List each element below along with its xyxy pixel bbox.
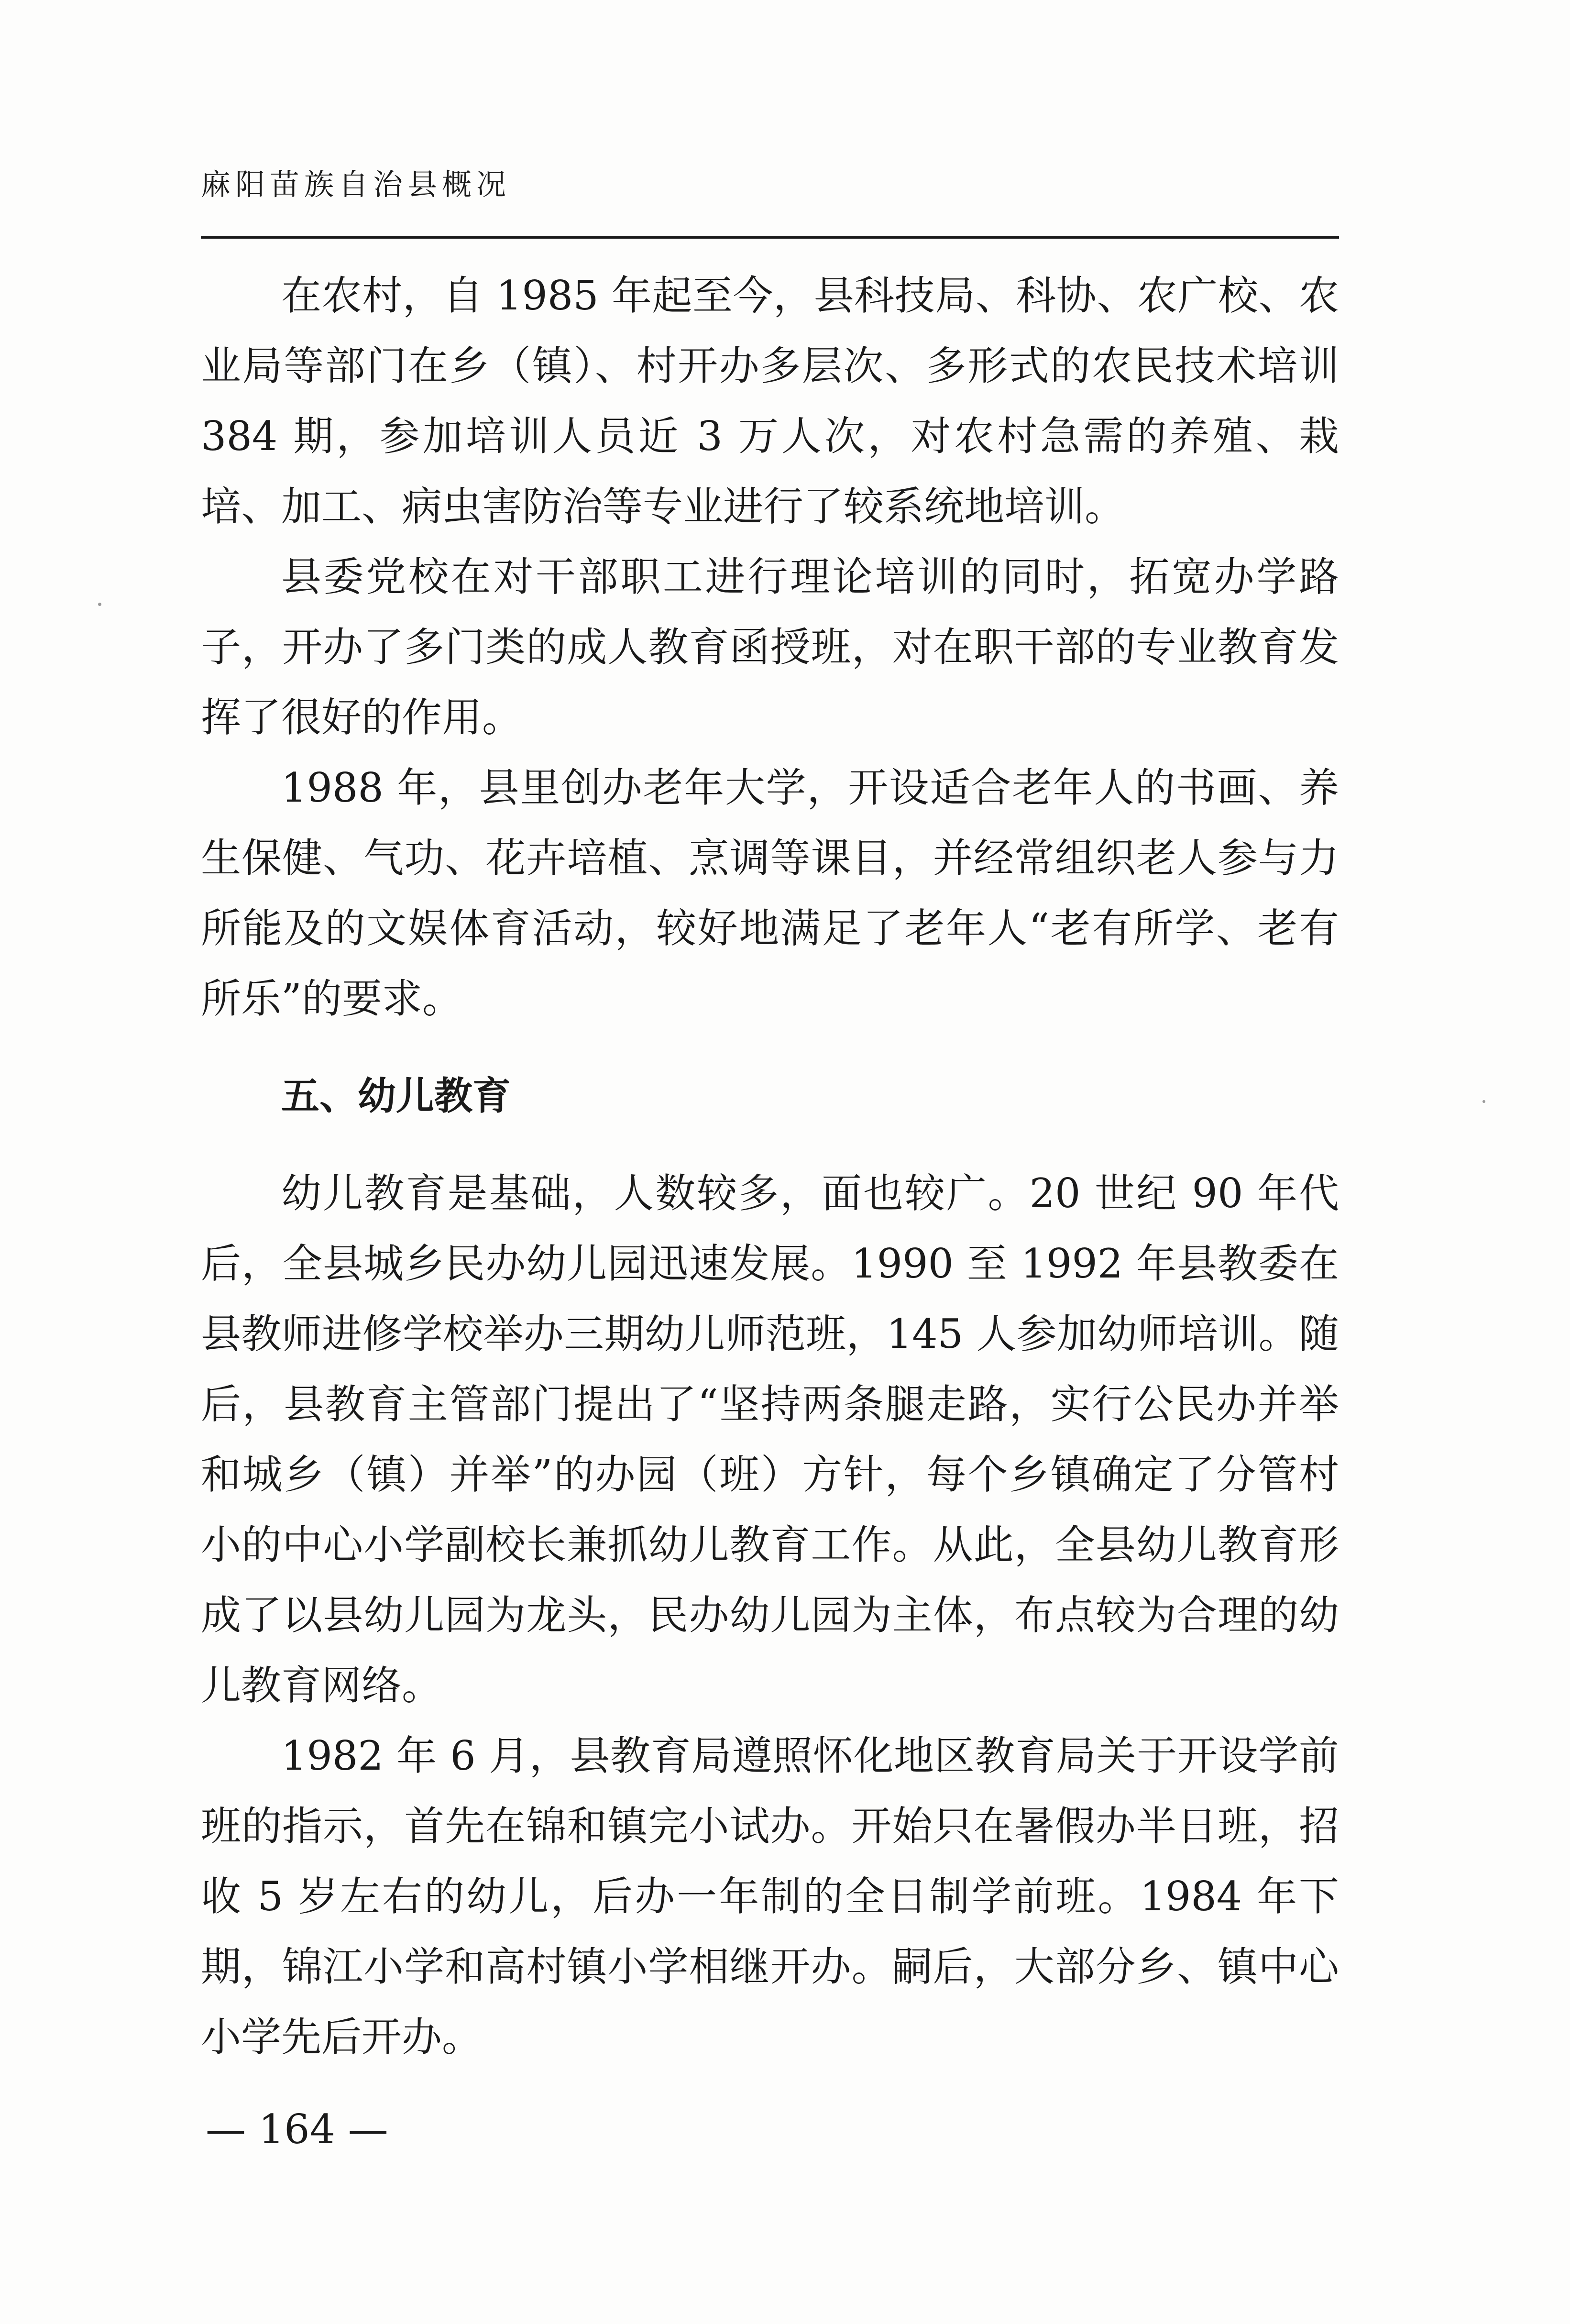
paragraph-preschool-overview: 幼儿教育是基础，人数较多，面也较广。20 世纪 90 年代后，全县城乡民办幼儿园迅速发展。1990 至 1992 年县教委在县教师进修学校举办三期幼儿师范班，145 人参加幼师培训。随后，县教育主管部门提出了“坚持两条腿走路，实行公民办并举和城乡（镇）并举”的办园（班）方针，每个乡镇确定了分管村小的中心小学副校长兼抓幼儿教育工作。从此，全县幼儿教育形成了以县幼儿园为龙头，民办幼儿园为主体，布点较为合理的幼儿教育网络。 [201, 1170, 1339, 1709]
scan-speck [98, 603, 101, 606]
paragraph-preschool-class: 1982 年 6 月，县教育局遵照怀化地区教育局关于开设学前班的指示，首先在锦和镇完小试办。开始只在暑假办半日班，招收 5 岁左右的幼儿，后办一年制的全日制学前班。1984 年下期，锦江小学和高村镇小学相继开办。嗣后，大部分乡、镇中心小学先后开办。 [201, 1732, 1339, 2060]
header-rule [201, 236, 1339, 239]
page-body [201, 261, 1339, 2078]
scan-speck [1482, 1100, 1485, 1103]
section-heading: 五、幼儿教育 [281, 1074, 511, 1118]
paragraph-party-school: 县委党校在对干部职工进行理论培训的同时，拓宽办学路子，开办了多门类的成人教育函授班，对在职干部的专业教育发挥了很好的作用。 [201, 553, 1339, 741]
paragraph-senior-university: 1988 年，县里创办老年大学，开设适合老年人的书画、养生保健、气功、花卉培植、烹调等课目，并经常组织老人参与力所能及的文娱体育活动，较好地满足了老年人“老有所学、老有所乐”的要求。 [201, 764, 1339, 1022]
page-number: — 164 — [206, 2106, 388, 2153]
paragraph-rural-training: 在农村，自 1985 年起至今，县科技局、科协、农广校、农业局等部门在乡（镇）、村开办多层次、多形式的农民技术培训 384 期，参加培训人员近 3 万人次，对农村急需的养殖、栽培、加工、病虫害防治等专业进行了较系统地培训。 [201, 272, 1339, 530]
running-header-title: 麻阳苗族自治县概况 [201, 167, 511, 202]
paragraph-kindergarten-2005 [201, 2072, 1339, 2078]
